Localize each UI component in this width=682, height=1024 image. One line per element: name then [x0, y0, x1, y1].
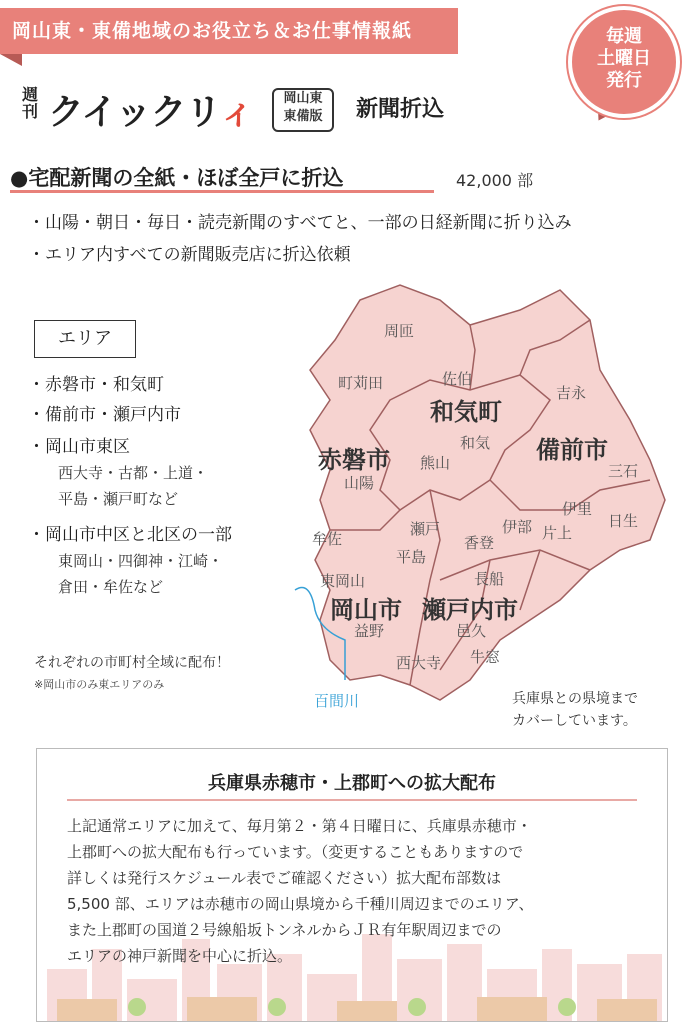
expanded-title-underline	[67, 799, 637, 801]
map-label: 牟佐	[312, 530, 343, 548]
map-label: 益野	[354, 622, 385, 640]
map-label: 伊里	[562, 500, 593, 518]
expanded-body-line: 詳しくは発行スケジュール表でご確認ください）拡大配布部数は	[67, 869, 502, 887]
edition-badge	[272, 88, 334, 132]
area-subitem: 倉田・牟佐など	[58, 578, 164, 596]
banner-fold	[0, 54, 22, 66]
expanded-body-line: 上郡町への拡大配布も行っています。（変更することもありますので	[67, 843, 524, 861]
expanded-body-line: 上記通常エリアに加えて、毎月第２・第４日曜日に、兵庫県赤穂市・	[67, 817, 532, 835]
logo-text: クイックリ	[48, 92, 220, 133]
map-label: 吉永	[556, 384, 587, 402]
area-item: ・岡山市中区と北区の一部	[28, 525, 232, 545]
area-subitem: 東岡山・四御神・江崎・	[58, 552, 224, 570]
expanded-title: 兵庫県赤穂市・上郡町への拡大配布	[208, 773, 496, 794]
expanded-body	[67, 813, 647, 969]
header-banner: 岡山東・東備地域のお役立ち＆お仕事情報紙	[0, 8, 458, 54]
badge-line: 土曜日	[597, 48, 651, 69]
border-note-line: 兵庫県との県境まで	[512, 691, 638, 707]
map-label: 瀬戸	[410, 520, 441, 538]
logo-weekly: 週刊	[22, 85, 39, 121]
expanded-body-line: 5,500 部、エリアは赤穂市の岡山県境から千種川周辺までのエリア、	[67, 895, 534, 913]
area-label: エリア	[34, 320, 136, 358]
map-label: 長船	[474, 570, 505, 588]
weekly-badge	[568, 6, 680, 118]
insert-title: 新聞折込	[356, 97, 445, 122]
map-label: 西大寺	[396, 654, 442, 672]
copies-count: 42,000 部	[456, 171, 534, 190]
map-label: 周匝	[384, 322, 415, 340]
expanded-body-line: エリアの神戸新聞を中心に折込。	[67, 947, 293, 965]
bullet-item: ・エリア内すべての新聞販売店に折込依頼	[28, 245, 351, 265]
map-label: 和気	[460, 434, 491, 452]
distribution-footnote: ※岡山市のみ東エリアのみ	[34, 678, 165, 691]
expanded-body-line: また上郡町の国道２号線船坂トンネルからＪＲ有年駅周辺までの	[67, 921, 502, 939]
headline-underline	[10, 190, 434, 193]
map-label-major: 岡山市	[330, 596, 402, 624]
map-label-major: 赤磐市	[318, 446, 390, 474]
map-label: 山陽	[344, 474, 375, 492]
map-label: 牛窓	[470, 648, 501, 666]
badge-line: 発行	[606, 70, 642, 91]
area-subitem: 平島・瀬戸町など	[58, 490, 179, 508]
map-label-major: 瀬戸内市	[422, 596, 518, 624]
map-label-major: 和気町	[430, 398, 502, 426]
map-label: 佐伯	[442, 370, 473, 388]
logo-text-red: ィ	[219, 92, 255, 133]
map-label: 伊部	[502, 518, 533, 536]
map-label: 日生	[608, 512, 639, 530]
map-label: 熊山	[420, 454, 451, 472]
edition-line: 岡山東	[283, 91, 323, 106]
border-note-line: カバーしています。	[512, 713, 637, 729]
headline: ●宅配新聞の全紙・ほぼ全戸に折込	[10, 166, 344, 190]
area-subitem: 西大寺・古都・上道・	[58, 464, 209, 482]
map-label: 東岡山	[320, 572, 366, 590]
map-label: 香登	[464, 534, 495, 552]
border-note	[512, 688, 638, 732]
logo	[48, 84, 254, 135]
edition-line: 東備版	[283, 109, 323, 124]
map-label: 平島	[396, 548, 427, 566]
area-item: ・岡山市東区	[28, 437, 130, 457]
map-label: 邑久	[456, 622, 487, 640]
badge-line: 毎週	[606, 26, 642, 47]
map-label: 町苅田	[338, 374, 384, 392]
bullet-item: ・山陽・朝日・毎日・読売新聞のすべてと、一部の日経新聞に折り込み	[28, 213, 572, 233]
expanded-distribution-box	[36, 748, 668, 1022]
area-map	[290, 280, 680, 710]
river-label: 百間川	[314, 692, 360, 710]
map-label: 片上	[542, 524, 573, 542]
map-label-major: 備前市	[536, 436, 608, 464]
distribution-note: それぞれの市町村全域に配布！	[34, 655, 230, 671]
map-label: 三石	[608, 462, 639, 480]
area-item: ・備前市・瀬戸内市	[28, 405, 181, 425]
area-item: ・赤磐市・和気町	[28, 375, 164, 395]
